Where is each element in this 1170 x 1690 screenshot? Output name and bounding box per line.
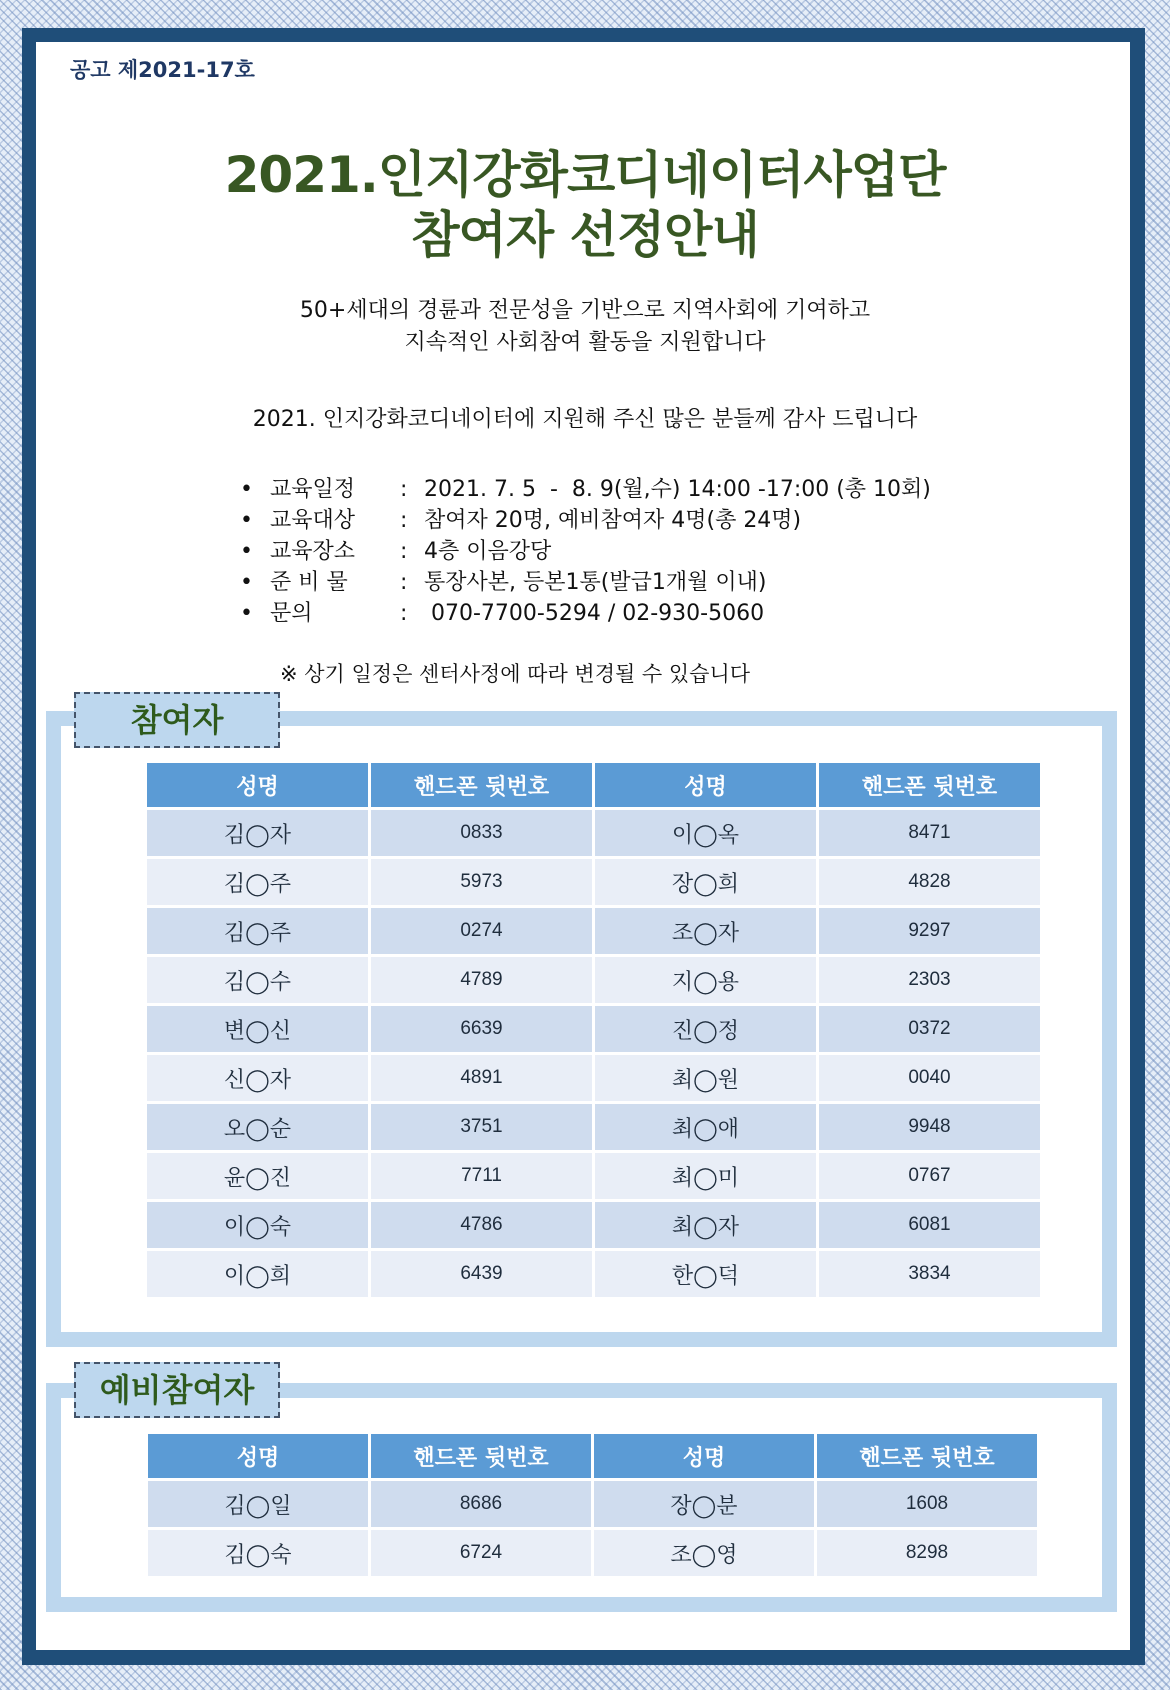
subtitle-line-2: 지속적인 사회참여 활동을 지원합니다 <box>404 330 766 355</box>
title-line-1: 2021.인지강화코디네이터사업단 <box>224 146 946 204</box>
bullet-icon: • <box>240 539 253 564</box>
bullet-icon: • <box>240 570 253 595</box>
info-item-contact <box>240 598 931 629</box>
info-value: 2021. 7. 5 - 8. 9(월,수) 14:00 -17:00 (총 10회) <box>424 477 931 502</box>
info-colon: : <box>400 477 408 502</box>
subtitle-line-1: 50+세대의 경륜과 전문성을 기반으로 지역사회에 기여하고 <box>299 298 871 323</box>
participants-label: 참여자 <box>74 692 280 748</box>
phone-cell: 0372 <box>819 1006 1040 1052</box>
info-item-location <box>240 536 931 567</box>
info-item-target <box>240 505 931 536</box>
phone-cell: 0833 <box>371 810 592 856</box>
name-cell: 조◯자 <box>595 908 816 954</box>
reserves-table <box>145 1431 1040 1579</box>
name-cell: 김◯숙 <box>148 1530 368 1576</box>
bullet-icon: • <box>240 508 253 533</box>
info-label: 준 비 물 <box>270 570 348 595</box>
info-list <box>240 474 931 629</box>
name-cell: 최◯자 <box>595 1202 816 1248</box>
phone-cell: 0767 <box>819 1153 1040 1199</box>
column-header-phone: 핸드폰 뒷번호 <box>371 763 592 807</box>
info-value: 통장사본, 등본1통(발급1개월 이내) <box>424 570 767 595</box>
phone-cell: 0040 <box>819 1055 1040 1101</box>
info-item-materials <box>240 567 931 598</box>
phone-cell: 8298 <box>817 1530 1037 1576</box>
name-cell: 김◯일 <box>148 1481 368 1527</box>
title-line-2: 참여자 선정안내 <box>411 206 759 264</box>
table-header-row <box>147 763 1040 807</box>
name-cell: 진◯정 <box>595 1006 816 1052</box>
info-value: 4층 이음강당 <box>424 539 552 564</box>
info-label: 문의 <box>270 601 313 626</box>
phone-cell: 1608 <box>817 1481 1037 1527</box>
phone-cell: 5973 <box>371 859 592 905</box>
info-label: 교육일정 <box>270 477 356 502</box>
name-cell: 김◯주 <box>147 908 368 954</box>
table-row <box>147 1055 1040 1101</box>
phone-cell: 8471 <box>819 810 1040 856</box>
name-cell: 김◯자 <box>147 810 368 856</box>
info-item-schedule <box>240 474 931 505</box>
column-header-name: 성명 <box>594 1434 814 1478</box>
thanks-message: 2021. 인지강화코디네이터에 지원해 주신 많은 분들께 감사 드립니다 <box>252 407 918 432</box>
phone-cell: 6639 <box>371 1006 592 1052</box>
name-cell: 최◯원 <box>595 1055 816 1101</box>
name-cell: 최◯애 <box>595 1104 816 1150</box>
name-cell: 지◯용 <box>595 957 816 1003</box>
phone-cell: 4828 <box>819 859 1040 905</box>
column-header-phone: 핸드폰 뒷번호 <box>817 1434 1037 1478</box>
phone-cell: 4789 <box>371 957 592 1003</box>
subtitle <box>0 295 1170 359</box>
phone-cell: 4786 <box>371 1202 592 1248</box>
table-row <box>147 1153 1040 1199</box>
phone-cell: 0274 <box>371 908 592 954</box>
table-row <box>147 1006 1040 1052</box>
name-cell: 장◯희 <box>595 859 816 905</box>
info-value: 참여자 20명, 예비참여자 4명(총 24명) <box>424 508 802 533</box>
table-header-row <box>148 1434 1037 1478</box>
name-cell: 김◯수 <box>147 957 368 1003</box>
notice-number: 공고 제2021-17호 <box>70 58 255 82</box>
phone-cell: 9948 <box>819 1104 1040 1150</box>
info-colon: : <box>400 570 408 595</box>
name-cell: 변◯신 <box>147 1006 368 1052</box>
phone-cell: 7711 <box>371 1153 592 1199</box>
table-row <box>147 1251 1040 1297</box>
phone-cell: 6724 <box>371 1530 591 1576</box>
participants-table <box>144 760 1043 1300</box>
phone-cell: 3834 <box>819 1251 1040 1297</box>
schedule-change-note: ※ 상기 일정은 센터사정에 따라 변경될 수 있습니다 <box>280 662 751 686</box>
column-header-phone: 핸드폰 뒷번호 <box>819 763 1040 807</box>
name-cell: 조◯영 <box>594 1530 814 1576</box>
table-row <box>147 859 1040 905</box>
table-row <box>147 957 1040 1003</box>
info-colon: : <box>400 508 408 533</box>
phone-cell: 6439 <box>371 1251 592 1297</box>
table-row <box>148 1481 1037 1527</box>
info-label: 교육대상 <box>270 508 356 533</box>
column-header-phone: 핸드폰 뒷번호 <box>371 1434 591 1478</box>
phone-cell: 8686 <box>371 1481 591 1527</box>
column-header-name: 성명 <box>595 763 816 807</box>
info-label: 교육장소 <box>270 539 356 564</box>
phone-cell: 3751 <box>371 1104 592 1150</box>
phone-cell: 4891 <box>371 1055 592 1101</box>
phone-cell: 2303 <box>819 957 1040 1003</box>
phone-cell: 6081 <box>819 1202 1040 1248</box>
name-cell: 한◯덕 <box>595 1251 816 1297</box>
name-cell: 최◯미 <box>595 1153 816 1199</box>
name-cell: 장◯분 <box>594 1481 814 1527</box>
column-header-name: 성명 <box>147 763 368 807</box>
table-row <box>148 1530 1037 1576</box>
table-row <box>147 1104 1040 1150</box>
table-row <box>147 810 1040 856</box>
name-cell: 이◯숙 <box>147 1202 368 1248</box>
bullet-icon: • <box>240 601 253 626</box>
name-cell: 윤◯진 <box>147 1153 368 1199</box>
info-value: 070-7700-5294 / 02-930-5060 <box>424 601 765 626</box>
name-cell: 김◯주 <box>147 859 368 905</box>
reserves-label: 예비참여자 <box>74 1362 280 1418</box>
name-cell: 이◯희 <box>147 1251 368 1297</box>
table-row <box>147 908 1040 954</box>
phone-cell: 9297 <box>819 908 1040 954</box>
table-row <box>147 1202 1040 1248</box>
bullet-icon: • <box>240 477 253 502</box>
name-cell: 이◯옥 <box>595 810 816 856</box>
info-colon: : <box>400 601 408 626</box>
name-cell: 오◯순 <box>147 1104 368 1150</box>
name-cell: 신◯자 <box>147 1055 368 1101</box>
column-header-name: 성명 <box>148 1434 368 1478</box>
page-title <box>0 145 1170 265</box>
info-colon: : <box>400 539 408 564</box>
